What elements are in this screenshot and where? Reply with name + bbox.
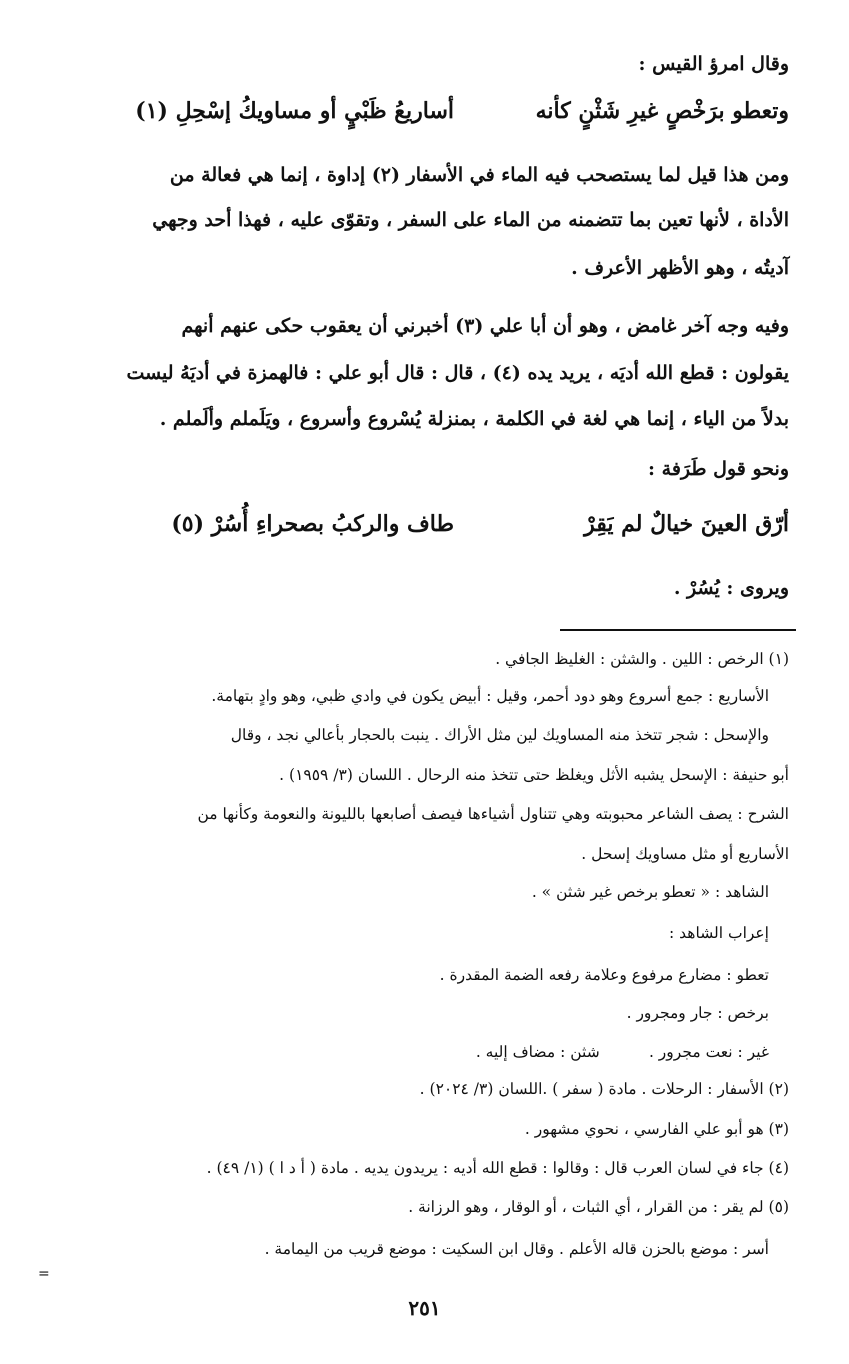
footnote-1-irab-ghayr: غير : نعت مجرور . شثن : مضاف إليه . [475, 1043, 769, 1061]
paragraph-1-line-3: آديتُه ، وهو الأظهر الأعرف . [571, 257, 789, 279]
footnote-separator [560, 629, 796, 631]
intro-line-2: ونحو قول طَرَفة : [648, 458, 789, 480]
footnote-1-sharh-cont: الأساريع أو مثل مساويك إسحل . [581, 845, 789, 863]
paragraph-1-line-2: الأداة ، لأنها تعين بما تتضمنه من الماء على السفر ، وتقوّى عليه ، فهذا أحد وجهي [152, 209, 789, 231]
footnote-2: (٢) الأسفار : الرحلات . مادة ( سفر ) .اللسان (٣/ ٢٠٢٤) . [419, 1080, 789, 1098]
footnote-1-abu-hanifa: أبو حنيفة : الإسحل يشبه الأثل ويغلظ حتى تتخذ منه الرحال . اللسان (٣/ ١٩٥٩) . [279, 766, 789, 784]
footnote-1-ishil: والإسحل : شجر تتخذ منه المساويك لين مثل الأراك . ينبت بالحجار بأعالي نجد ، وقال [230, 726, 769, 744]
verse-2-second-hemistich: طاف والركبُ بصحراءِ أُسُرْ (٥) [171, 511, 454, 537]
footnote-3: (٣) هو أبو علي الفارسي ، نحوي مشهور . [524, 1120, 789, 1138]
footnote-1-irab-heading: إعراب الشاهد : [669, 924, 769, 942]
verse-1-first-hemistich: وتعطو برَخْصٍ غيرِ شَثْنٍ كأنه [535, 98, 789, 124]
paragraph-2-line-3: بدلاً من الياء ، إنما هي لغة في الكلمة ، بمنزلة يُسْروع وأسروع ، ويَلَملم وألَملم . [159, 408, 789, 430]
footnote-1-sharh: الشرح : يصف الشاعر محبوبته وهي تتناول أشياءها فيصف أصابعها بالليونة والنعومة وكأنها من [197, 805, 789, 823]
footnote-5: (٥) لم يقر : من القرار ، أي الثبات ، أو الوقار ، وهو الرزانة . [408, 1198, 789, 1216]
verse-2-first-hemistich: أرّق العينَ خيالٌ لم يَقِرْ [584, 511, 789, 537]
paragraph-2-line-2: يقولون : قطع الله أديَه ، يريد يده (٤) ، قال : قال أبو علي : فالهمزة في أديَهُ ليست [126, 362, 789, 384]
footnote-4: (٤) جاء في لسان العرب قال : وقالوا : قطع الله أديه : يريدون يديه . مادة ( أ د ا ) (١/ ٤٩) . [206, 1159, 789, 1177]
footnote-1-irab-taatu: تعطو : مضارع مرفوع وعلامة رفعه الضمة المقدرة . [439, 966, 769, 984]
verse-1-second-hemistich: أساريعُ ظَبْيٍ أو مساويكُ إسْحِلِ (١) [135, 98, 454, 124]
intro-line-1: وقال امرؤ القيس : [638, 53, 789, 75]
footnote-5-usur: أسر : موضع بالحزن قاله الأعلم . وقال ابن السكيت : موضع قريب من اليمامة . [264, 1240, 769, 1258]
footnote-1-shahid: الشاهد : « تعطو برخص غير شثن » . [531, 883, 769, 901]
variant-reading: ويروى : يُسُرْ . [673, 577, 789, 599]
margin-mark: = [38, 1266, 50, 1282]
paragraph-1-line-1: ومن هذا قيل لما يستصحب فيه الماء في الأسفار (٢) إداوة ، إنما هي فعالة من [169, 164, 789, 186]
footnote-1: (١) الرخص : اللين . والشثن : الغليظ الجافي . [495, 650, 789, 668]
footnote-1-irab-birakhs: برخص : جار ومجرور . [626, 1004, 769, 1022]
footnote-1-asarie: الأساريع : جمع أسروع وهو دود أحمر، وقيل : أبيض يكون في وادي ظبي، وهو وادٍ بتهامة. [211, 687, 769, 705]
paragraph-2-line-1: وفيه وجه آخر غامض ، وهو أن أبا علي (٣) أخبرني أن يعقوب حكى عنهم أنهم [181, 315, 789, 337]
page-number: ٢٥١ [408, 1296, 441, 1320]
